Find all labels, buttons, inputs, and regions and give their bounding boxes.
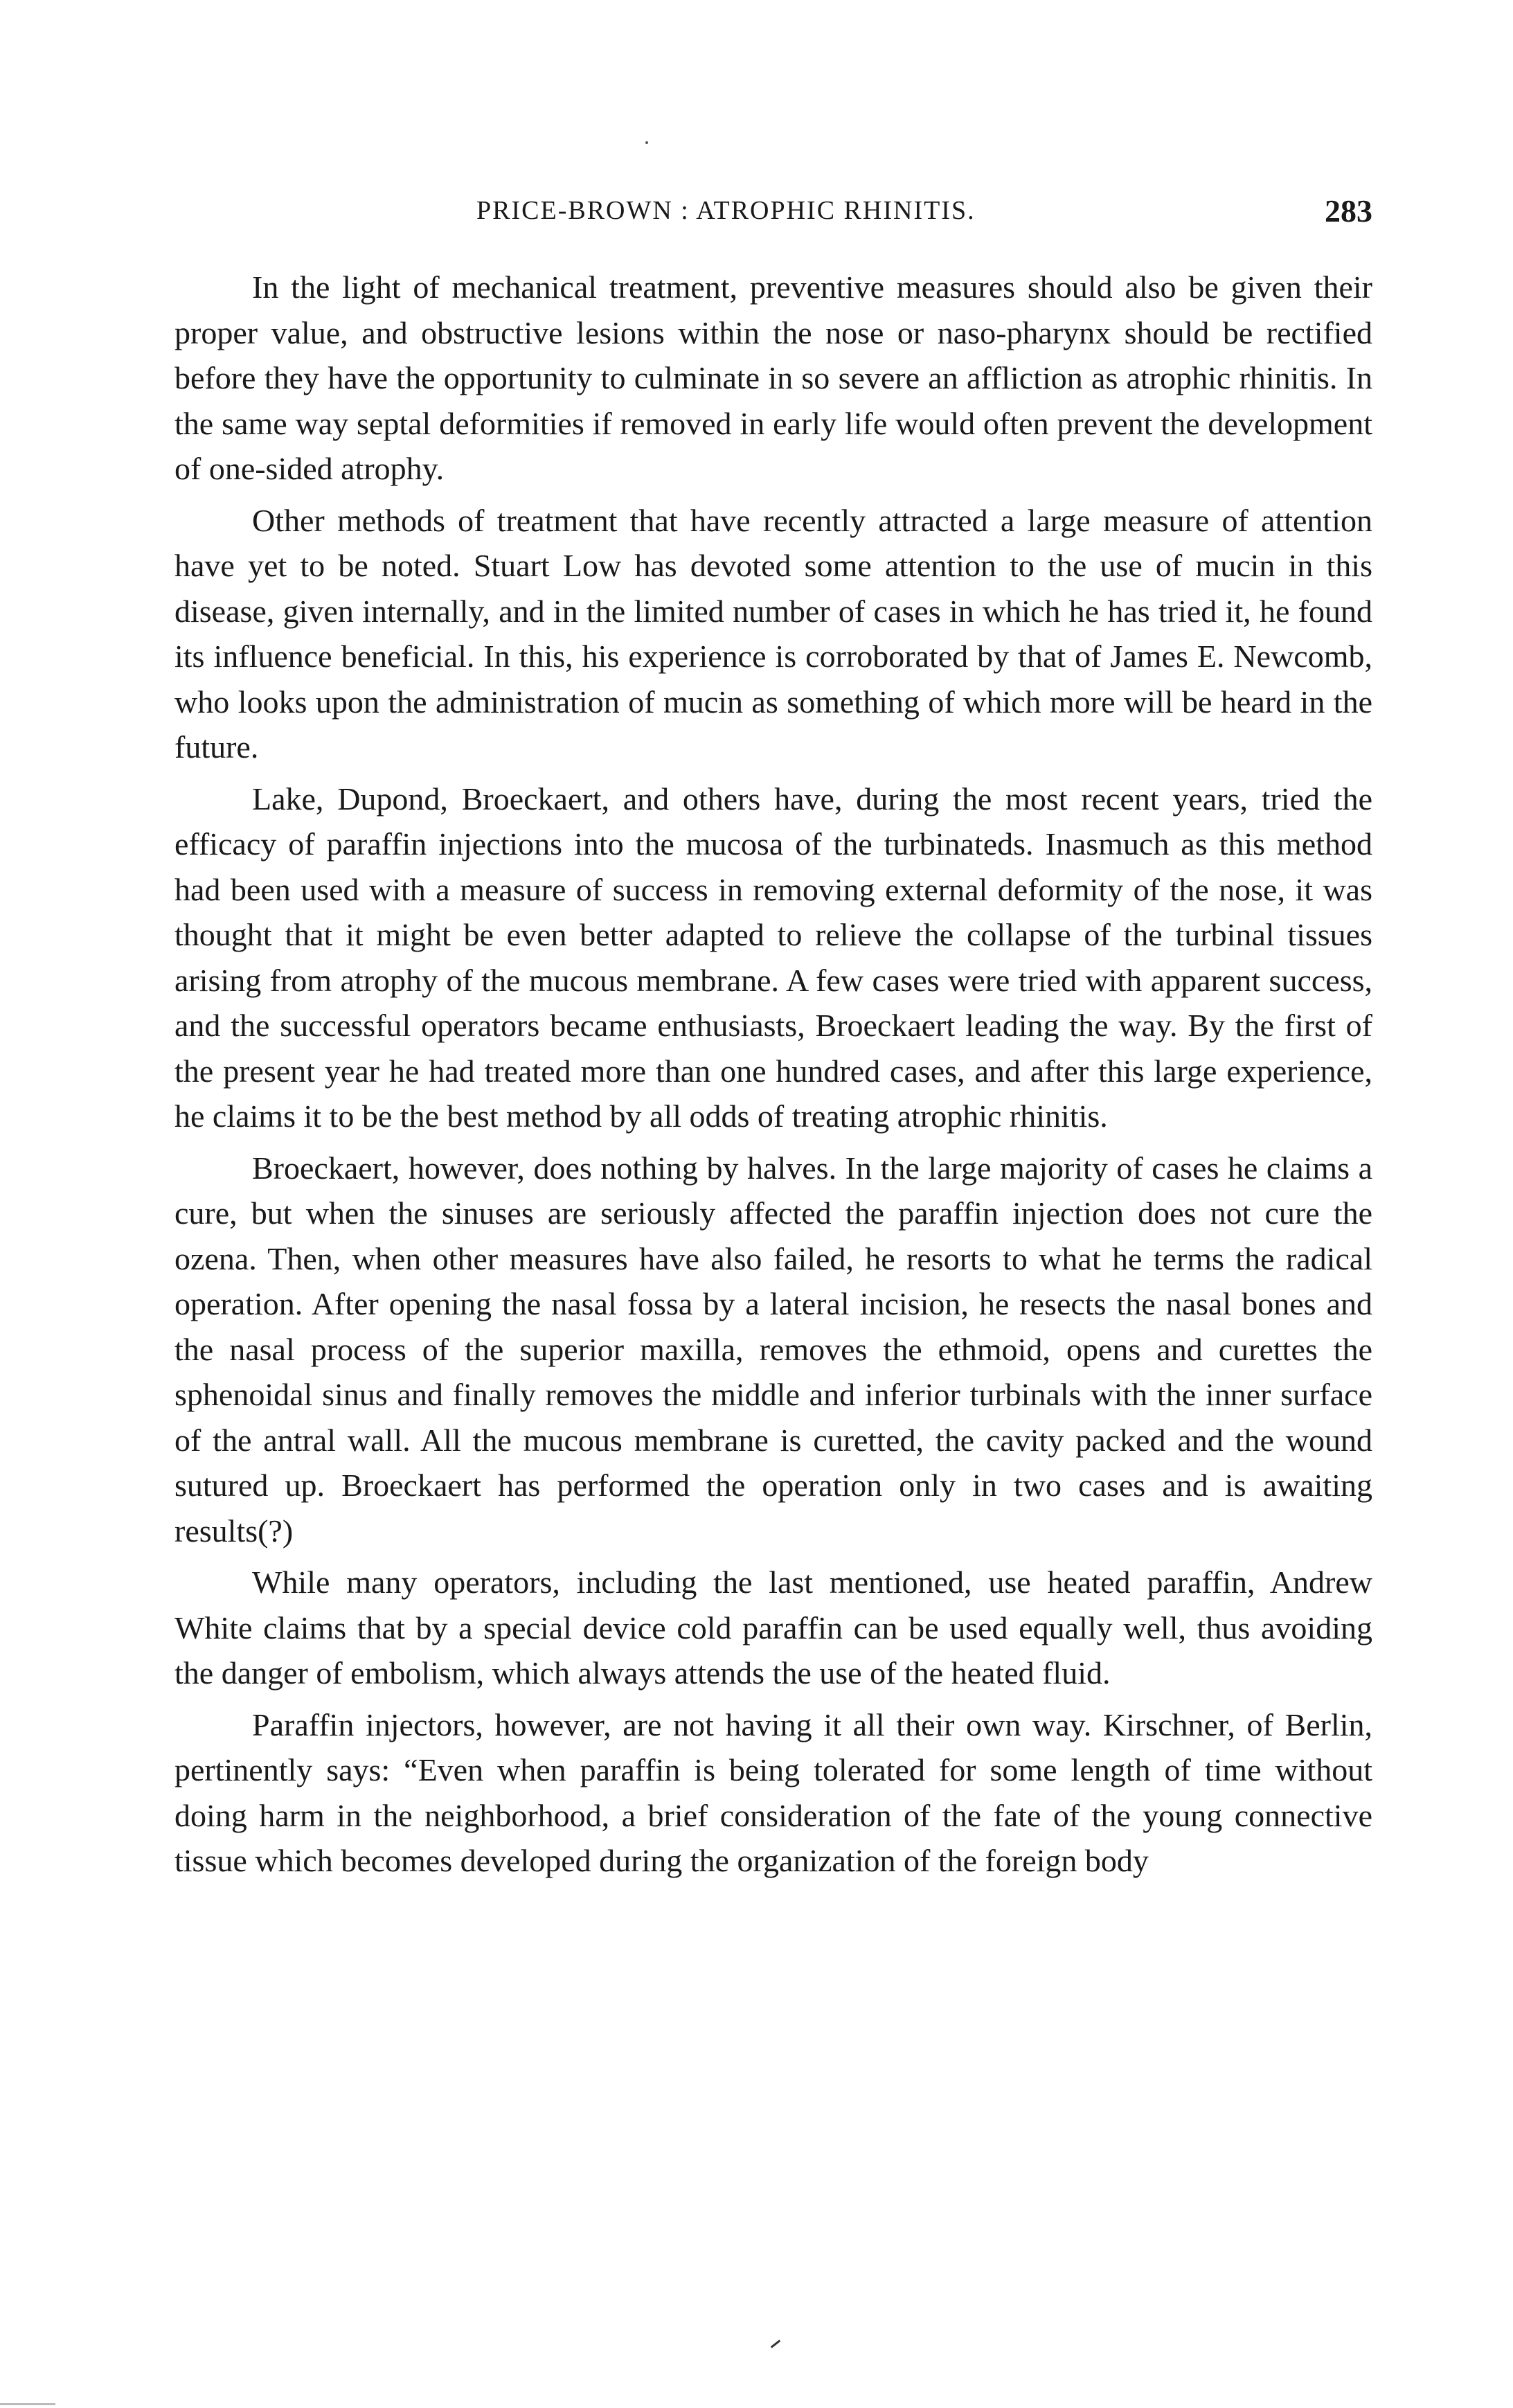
scan-edge-mark (0, 2403, 55, 2405)
print-speck (645, 141, 648, 144)
paragraph-cold-paraffin: While many operators, including the last mentioned, use heated paraffin, Andrew White claims that by a special device cold paraffin can be used equally well, thus avoiding the danger of embolism, which always attends the use of the heated fluid. (174, 1564, 1372, 1691)
page-number: 283 (1325, 193, 1372, 229)
paragraph-paraffin-injections: Lake, Dupond, Broeckaert, and others have, during the most recent years, tried the efficacy of paraffin injections into the mucosa of the turbinateds. Inasmuch as this method had been used with a measure of success in removing external deformity of the nose, it was thought that it might be even better adapted to relieve the collapse of the turbinal tissues arising from atrophy of the mucous membrane. A few cases were tried with apparent success, and the successful operators became enthusiasts, Broeckaert leading the way. By the first of the present year he had treated more than one hundred cases, and after this large experience, he claims it to be the best method by all odds of treating atrophic rhinitis. (174, 781, 1372, 1134)
signature-mark (771, 2339, 780, 2348)
paragraph-mechanical-treatment: In the light of mechanical treatment, preventive measures should also be given their proper value, and obstructive lesions within the nose or naso-pharynx should be rectified before they have the opportunity to culminate in so severe an affliction as atrophic rhinitis. In the same way septal deformities if removed in early life would often prevent the development of one-sided atrophy. (174, 269, 1372, 486)
paragraph-kirschner-quote: Paraffin injectors, however, are not having it all their own way. Kirschner, of Berlin, pertinently says: “Even when paraffin is being tolerated for some length of time without doing harm in the neighborhood, a brief consideration of the fate of the young connective tissue which becomes developed during the organization of the foreign body (174, 1706, 1372, 1878)
paragraph-other-methods: Other methods of treatment that have recently attracted a large measure of attention have yet to be noted. Stuart Low has devoted some attention to the use of mucin in this disease, given internally, and in the limited number of cases in which he has tried it, he found its influence beneficial. In this, his experience is corroborated by that of James E. Newcomb, who looks upon the administration of mucin as something of which more will be heard in the future. (174, 502, 1372, 765)
body-text (174, 265, 1372, 1890)
running-head: PRICE-BROWN : ATROPHIC RHINITIS. (476, 196, 976, 225)
page-header (174, 195, 1372, 237)
paragraph-broeckaert-radical-operation: Broeckaert, however, does nothing by halves. In the large majority of cases he claims a cure, but when the sinuses are seriously affected the paraffin injection does not cure the ozena. Then, when other measures have also failed, he resorts to what he terms the radical operation. After opening the nasal fossa by a lateral incision, he resects the nasal bones and the nasal process of the superior maxilla, removes the ethmoid, opens and curettes the sphenoidal sinus and finally removes the middle and inferior turbinals with the inner surface of the antral wall. All the mucous membrane is curetted, the cavity packed and the wound sutured up. Broeckaert has performed the operation only in two cases and is awaiting results(?) (174, 1150, 1372, 1549)
